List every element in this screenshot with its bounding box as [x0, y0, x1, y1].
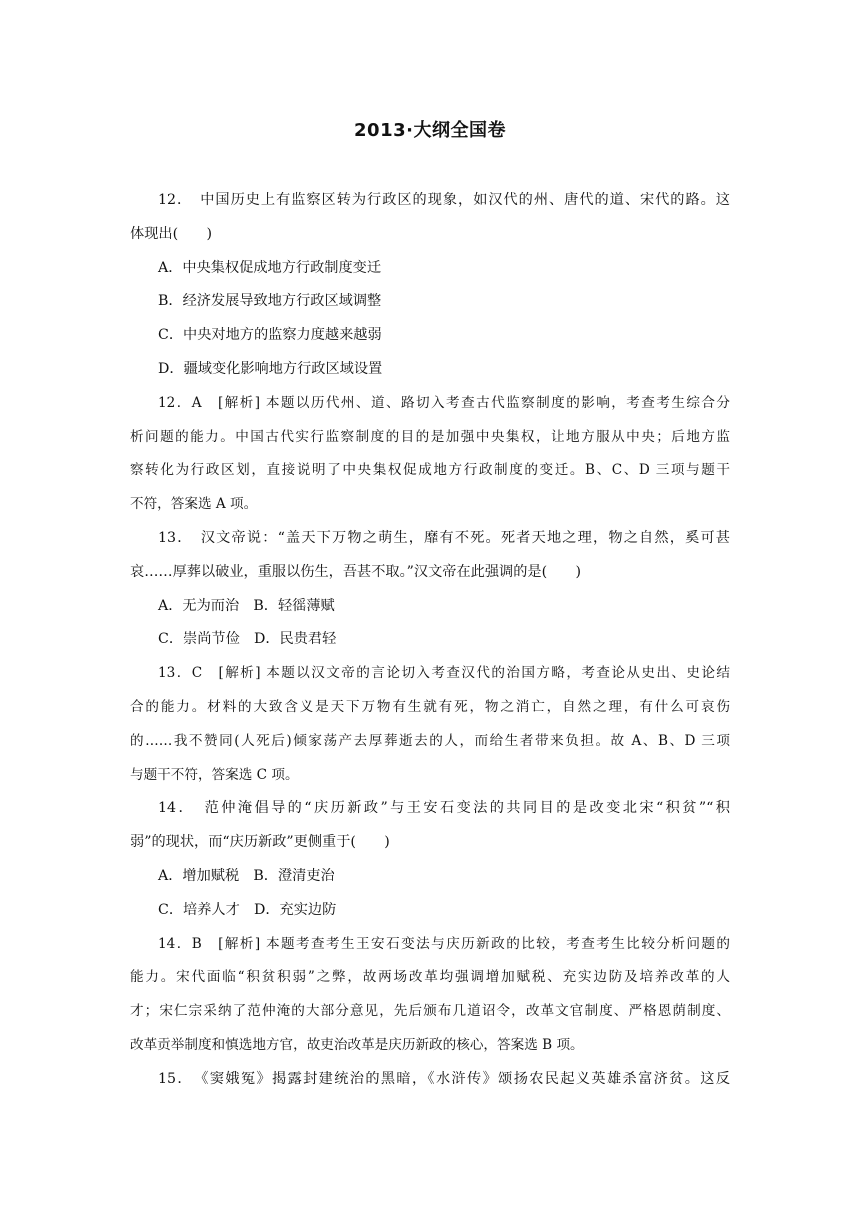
answer-13-line: 13．C [解析] 本题以汉文帝的言论切入考查汉代的治国方略，考查论从史出、史论结	[158, 665, 730, 682]
question-12-option-b: B．经济发展导致地方行政区域调整	[158, 293, 382, 310]
answer-13-line: 与题干不符，答案选 C 项。	[130, 766, 299, 783]
question-12-option-c: C．中央对地方的监察力度越来越弱	[158, 327, 382, 344]
question-13-options-ab: A．无为而治 B．轻徭薄赋	[158, 597, 335, 614]
question-14-stem-cont: 弱”的现状，而“庆历新政”更侧重于( )	[130, 834, 390, 851]
question-12-stem: 12． 中国历史上有监察区转为行政区的现象，如汉代的州、唐代的道、宋代的路。这	[158, 192, 730, 208]
answer-12-line: 察转化为行政区划，直接说明了中央集权促成地方行政制度的变迁。B、C、D 三项与题干	[130, 462, 730, 479]
question-13-stem-cont: 哀……厚葬以破业，重服以伤生，吾甚不取。”汉文帝在此强调的是( )	[130, 563, 582, 580]
question-14-stem: 14． 范仲淹倡导的“庆历新政”与王安石变法的共同目的是改变北宋“积贫”“积	[158, 800, 730, 817]
answer-14-line: 能力。宋代面临“积贫积弱”之弊，故两场改革均强调增加赋税、充实边防及培养改革的人	[130, 969, 730, 986]
answer-12-line: 析问题的能力。中国古代实行监察制度的目的是加强中央集权，让地方服从中央；后地方监	[130, 428, 730, 445]
question-12-stem-cont: 体现出( )	[130, 225, 213, 242]
document-body	[130, 186, 730, 1099]
answer-14-line: 改革贡举制度和慎选地方官，故吏治改革是庆历新政的核心，答案选 B 项。	[130, 1036, 584, 1053]
answer-12-line: 12．A [解析] 本题以历代州、道、路切入考查古代监察制度的影响，考查考生综合分	[158, 394, 730, 411]
question-13-options-cd: C．崇尚节俭 D．民贵君轻	[158, 631, 337, 648]
answer-13-line: 合的能力。材料的大致含义是天下万物有生就有死，物之消亡，自然之理，有什么可哀伤	[130, 698, 730, 715]
question-14-options-ab: A．增加赋税 B．澄清吏治	[158, 867, 335, 884]
question-12-option-a: A．中央集权促成地方行政制度变迁	[158, 259, 382, 276]
answer-12-line: 不符，答案选 A 项。	[130, 496, 258, 513]
answer-14-line: 14．B [解析] 本题考查考生王安石变法与庆历新政的比较，考查考生比较分析问题的	[158, 935, 730, 952]
page-title: 2013·大纲全国卷	[354, 120, 506, 141]
question-12-option-d: D．疆域变化影响地方行政区域设置	[158, 360, 383, 377]
question-13-stem: 13． 汉文帝说：“盖天下万物之萌生，靡有不死。死者天地之理，物之自然，奚可甚	[158, 529, 730, 546]
question-15-stem: 15． 《窦娥冤》揭露封建统治的黑暗，《水浒传》颂扬农民起义英雄杀富济贫。这反	[158, 1070, 730, 1087]
question-14-options-cd: C．培养人才 D．充实边防	[158, 901, 337, 918]
answer-13-line: 的……我不赞同(人死后)倾家荡产去厚葬逝去的人，而给生者带来负担。故 A、B、D 三项	[130, 732, 730, 749]
answer-14-line: 才；宋仁宗采纳了范仲淹的大部分意见，先后颁布几道诏令，改革文官制度、严格恩荫制度、	[130, 1003, 730, 1020]
